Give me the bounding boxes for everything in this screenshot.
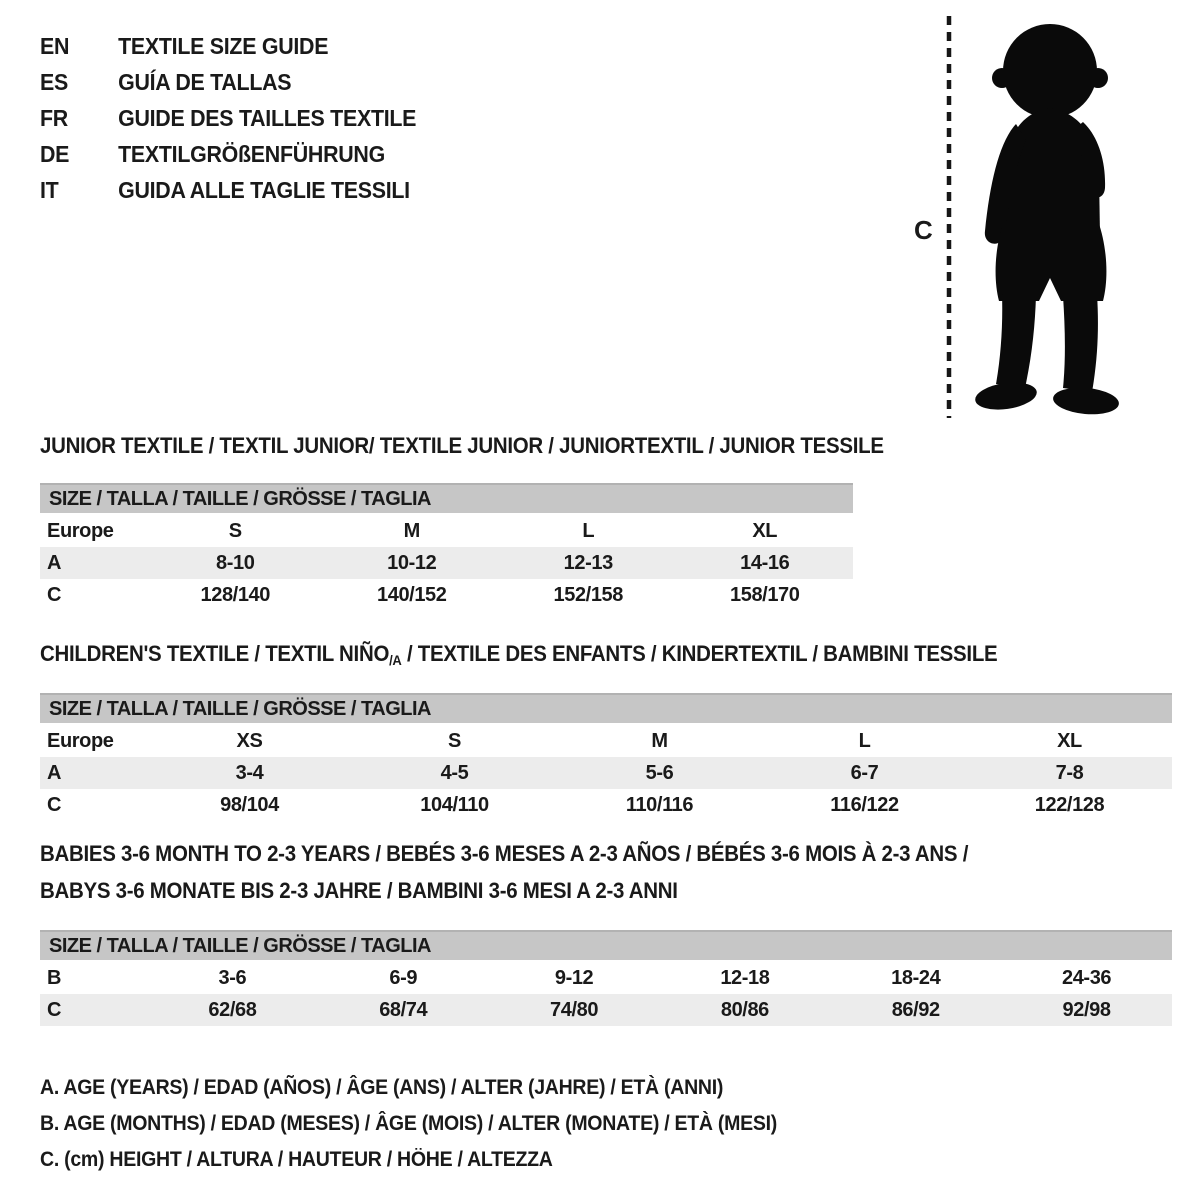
cell: 116/122	[830, 793, 899, 816]
section-title-part: CHILDREN'S TEXTILE / TEXTIL NIÑO	[40, 641, 390, 666]
table-row	[40, 515, 853, 547]
cell: S	[448, 729, 461, 752]
cell: 98/104	[220, 793, 279, 816]
cell: 158/170	[730, 583, 800, 606]
language-code: IT	[40, 177, 59, 203]
table-row	[40, 757, 1172, 789]
height-dashed-line	[944, 14, 954, 420]
legend-line-b: B. AGE (MONTHS) / EDAD (MESES) / ÂGE (MOIS) / ALTER (MONATE) / ETÀ (MESI)	[40, 1112, 777, 1135]
children-size-table	[40, 693, 1172, 821]
cell: XS	[236, 729, 263, 752]
cell: 104/110	[420, 793, 489, 816]
cell: 3-4	[235, 761, 264, 784]
cell: 80/86	[720, 998, 769, 1021]
cell: 152/158	[553, 583, 623, 606]
table-row	[40, 579, 853, 611]
language-row	[40, 100, 416, 136]
legend-line-c: C. (cm) HEIGHT / ALTURA / HAUTEUR / HÖHE / ALTEZZA	[40, 1148, 553, 1171]
guide-title: GUIDE DES TAILLES TEXTILE	[118, 105, 417, 131]
cell: L	[582, 519, 595, 542]
table-size-header: SIZE / TALLA / TAILLE / GRÖSSE / TAGLIA	[40, 930, 1172, 960]
section-title-line-1: BABIES 3-6 MONTH TO 2-3 YEARS / BEBÉS 3-6 MESES A 2-3 AÑOS / BÉBÉS 3-6 MOIS À 2-3 ANS /	[40, 841, 969, 866]
cell: XL	[752, 519, 778, 542]
cell: 68/74	[379, 998, 428, 1021]
table-row	[40, 547, 853, 579]
cell: 24-36	[1061, 966, 1112, 989]
legend-line-a: A. AGE (YEARS) / EDAD (AÑOS) / ÂGE (ANS) / ALTER (JAHRE) / ETÀ (ANNI)	[40, 1076, 724, 1099]
language-code: ES	[40, 69, 68, 95]
height-measure-figure	[900, 10, 1160, 425]
height-measure-label: C	[914, 215, 933, 245]
babies-size-table	[40, 930, 1172, 1026]
table-row	[40, 789, 1172, 821]
cell: 86/92	[891, 998, 940, 1021]
cell: 140/152	[377, 583, 447, 606]
guide-title: GUIDA ALLE TAGLIE TESSILI	[118, 177, 410, 203]
language-title-list	[40, 28, 445, 208]
cell: 74/80	[550, 998, 599, 1021]
cell: 110/116	[625, 793, 694, 816]
cell: 6-9	[389, 966, 418, 989]
cell: 5-6	[645, 761, 674, 784]
row-label: Europe	[47, 519, 114, 542]
cell: 92/98	[1062, 998, 1111, 1021]
row-label: Europe	[47, 729, 114, 752]
language-code: EN	[40, 33, 70, 59]
row-label: C	[47, 998, 62, 1021]
cell: 9-12	[554, 966, 594, 989]
section-title	[40, 641, 1093, 673]
cell: 7-8	[1055, 761, 1084, 784]
cell: 10-12	[387, 551, 437, 574]
size-table	[40, 725, 1172, 821]
cell: 3-6	[218, 966, 247, 989]
cell: 128/140	[200, 583, 270, 606]
section-title-part: / TEXTILE DES ENFANTS / KINDERTEXTIL / BAMBINI TESSILE	[401, 641, 998, 666]
table-row	[40, 962, 1172, 994]
row-label: C	[47, 583, 62, 606]
language-row	[40, 136, 416, 172]
cell: M	[651, 729, 668, 752]
table-row	[40, 994, 1172, 1026]
language-row	[40, 64, 416, 100]
cell: 8-10	[216, 551, 255, 574]
row-label: A	[47, 761, 62, 784]
cell: 14-16	[740, 551, 790, 574]
row-label: C	[47, 793, 62, 816]
section-title: JUNIOR TEXTILE / TEXTIL JUNIOR/ TEXTILE JUNIOR / JUNIORTEXTIL / JUNIOR TESSILE	[40, 433, 884, 458]
cell: 6-7	[850, 761, 879, 784]
cell: 62/68	[208, 998, 257, 1021]
size-table	[40, 962, 1172, 1026]
row-label: B	[47, 966, 62, 989]
cell: 12-18	[720, 966, 770, 989]
baby-silhouette-icon	[962, 16, 1137, 421]
size-table	[40, 515, 853, 611]
junior-size-table	[40, 483, 853, 611]
section-title-subscript: /A	[389, 652, 402, 668]
section-title-line-2: BABYS 3-6 MONATE BIS 2-3 JAHRE / BAMBINI 3-6 MESI A 2-3 ANNI	[40, 878, 678, 903]
cell: 12-13	[563, 551, 613, 574]
children-textile-section	[40, 641, 1172, 816]
babies-textile-section	[40, 835, 1172, 1021]
row-label: A	[47, 551, 62, 574]
table-row	[40, 725, 1172, 757]
language-code: FR	[40, 105, 68, 131]
table-size-header: SIZE / TALLA / TAILLE / GRÖSSE / TAGLIA	[40, 693, 1172, 723]
cell: 18-24	[891, 966, 941, 989]
guide-title: GUÍA DE TALLAS	[118, 69, 292, 95]
language-code: DE	[40, 141, 70, 167]
cell: 4-5	[440, 761, 469, 784]
cell: 122/128	[1034, 793, 1105, 816]
cell: L	[858, 729, 871, 752]
cell: S	[228, 519, 242, 542]
table-size-header: SIZE / TALLA / TAILLE / GRÖSSE / TAGLIA	[40, 483, 853, 513]
language-row	[40, 172, 416, 208]
measurement-legend	[40, 1070, 832, 1178]
guide-title: TEXTILGRÖßENFÜHRUNG	[118, 141, 385, 167]
cell: M	[403, 519, 420, 542]
cell: XL	[1057, 729, 1082, 752]
guide-title: TEXTILE SIZE GUIDE	[118, 33, 329, 59]
junior-textile-section	[40, 433, 884, 606]
language-row	[40, 28, 416, 64]
